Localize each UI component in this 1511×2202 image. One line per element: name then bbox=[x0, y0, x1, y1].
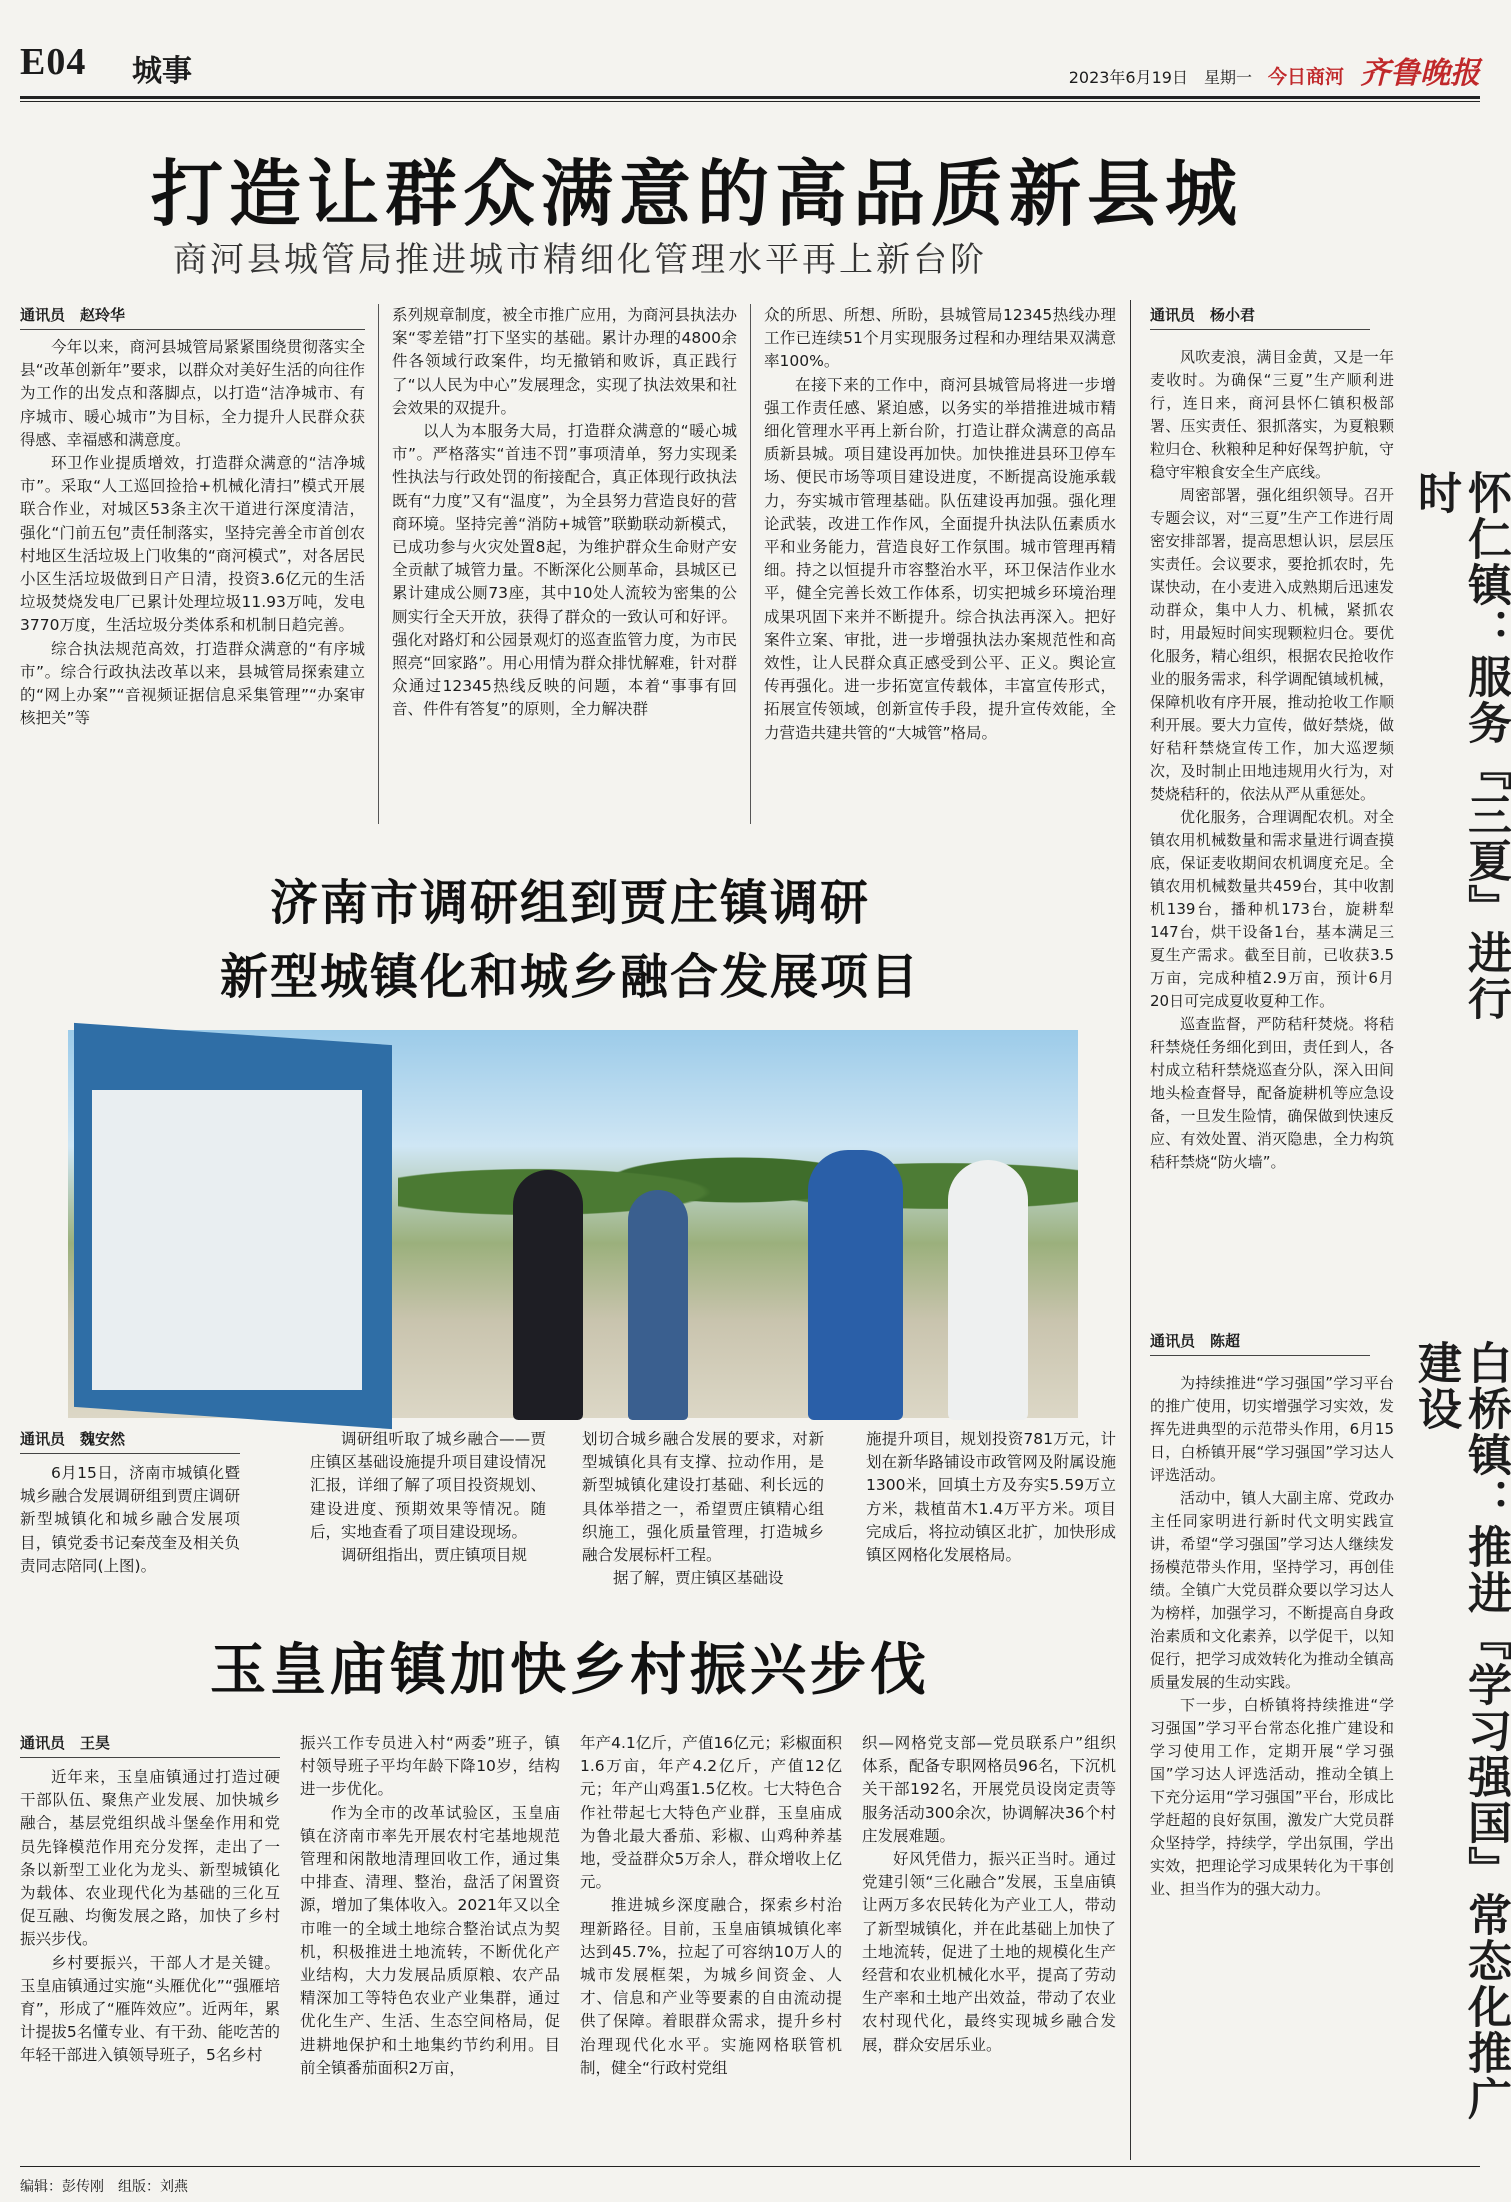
page-number: E04 bbox=[20, 41, 87, 83]
paragraph: 年产4.1亿斤，产值16亿元；彩椒面积1.6万亩，年产4.2亿斤，产值12亿元；年产山鸡蛋1.5亿枚。七大特色合作社带起七大特色产业群，玉皇庙成为鲁北最大番茄、彩椒、山鸡种养基地，受益群众5万余人，群众增收上亿元。 bbox=[580, 1734, 842, 1892]
paragraph: 作为全市的改革试验区，玉皇庙镇在济南市率先开展农村宅基地规范管理和闲散地清理回收工作，通过集中排查、清理、整治，盘活了闲置资源，增加了集体收入。2021年又以全市唯一的全域土地综合整治试点为契机，积极推进土地流转，不断优化产业结构，大力发展品质原粮、农产品精深加工等特色农业产业集群，通过优化生产、生活、生态空间格局，促进耕地保护和土地集约节约利用。目前全镇番茄面积2万亩， bbox=[300, 1803, 560, 2077]
newspaper-logo: 齐鲁晚报 bbox=[1360, 56, 1480, 91]
paragraph: 划切合城乡融合发展的要求，对新型城镇化具有支撑、拉动作用，是新型城镇化建设打基础、利长远的具体举措之一，希望贾庄镇精心组织施工，强化质量管理，打造城乡融合发展标杆工程。 bbox=[582, 1430, 824, 1565]
paragraph: 为持续推进“学习强国”学习平台的推广使用，切实增强学习实效，发挥先进典型的示范带头作用，6月15日，白桥镇开展“学习强国”学习达人评选活动。 bbox=[1150, 1374, 1394, 1484]
column-name: 今日商河 bbox=[1267, 66, 1344, 88]
paragraph: 调研组听取了城乡融合——贾庄镇区基础设施提升项目建设情况汇报，详细了解了项目投资规划、建设进度、预期效果等情况。随后，实地查看了项目建设现场。 bbox=[310, 1430, 546, 1541]
sidebar1-text bbox=[1150, 346, 1394, 1296]
column-divider bbox=[750, 304, 751, 824]
paragraph: 活动中，镇人大副主席、党政办主任同家明进行新时代文明实践宣讲，希望“学习强国”学习达人继续发扬模范带头作用，坚持学习，再创佳绩。全镇广大党员群众要以学习达人为榜样，加强学习，不断提高自身政治素质和文化素养，以学促干，以知促行，把学习成效转化为推动全镇高质量发展的生动实践。 bbox=[1150, 1489, 1394, 1691]
article1-column-3 bbox=[764, 304, 1116, 822]
paragraph: 优化服务，合理调配农机。对全镇农用机械数量和需求量进行调查摸底，保证麦收期间农机调度充足。全镇农用机械数量共459台，其中收割机139台，播种机173台，旋耕犁147台，烘干设备1台，基本满足三夏生产需求。截至目前，已收获3.5万亩，完成种植2.9万亩，预计6月20日可完成夏收夏种工作。 bbox=[1150, 808, 1394, 1010]
article1-subtitle: 商河县城管局推进城市精细化管理水平再上新台阶 bbox=[173, 240, 987, 280]
sidebar2-byline: 通讯员 陈超 bbox=[1150, 1330, 1370, 1356]
article1-byline: 通讯员 赵玲华 bbox=[20, 304, 365, 330]
paragraph: 调研组指出，贾庄镇项目规 bbox=[341, 1546, 528, 1565]
paragraph: 振兴工作专员进入村“两委”班子，镇村领导班子平均年龄下降10岁，结构进一步优化。 bbox=[300, 1734, 560, 1799]
sidebar-divider bbox=[1130, 300, 1131, 2160]
article2-column-4 bbox=[866, 1428, 1116, 1602]
paragraph: 巡查监督，严防秸秆焚烧。将秸秆禁烧任务细化到田，责任到人，各村成立秸秆禁烧巡查分队，深入田间地头检查督导，配备旋耕机等应急设备，一旦发生险情，确保做到快速反应、有效处置、消灭隐患，全力构筑秸秆禁烧“防火墙”。 bbox=[1150, 1015, 1394, 1171]
article3-column-2 bbox=[300, 1732, 560, 2158]
editor-credit: 编辑：彭传刚 组版：刘燕 bbox=[20, 2179, 188, 2195]
photo-person bbox=[628, 1190, 688, 1420]
footer-divider bbox=[20, 2166, 1480, 2167]
paragraph: 织—网格党支部—党员联系户”组织体系，配备专职网格员96名，下沉机关干部192名，开展党员设岗定责等服务活动300余次，协调解决36个村庄发展难题。 bbox=[862, 1734, 1116, 1845]
paragraph: 周密部署，强化组织领导。召开专题会议，对“三夏”生产工作进行周密安排部署，提高思想认识，层层压实责任。会议要求，要抢抓农时，先谋快动，在小麦进入成熟期后迅速发动群众，集中人力、机械，紧抓农时，用最短时间实现颗粒归仓。要优化服务，精心组织，根据农民抢收作业的服务需求，科学调配镇域机械，保障机收有序开展，推动抢收工作顺利开展。要大力宣传，做好禁烧，做好秸秆禁烧宣传工作，加大巡逻频次，及时制止田地违规用火行为，对焚烧秸秆的，依法从严从重惩处。 bbox=[1150, 486, 1394, 803]
paragraph: 今年以来，商河县城管局紧紧围绕贯彻落实全县“改革创新年”要求，以群众对美好生活的向往作为工作的出发点和落脚点，以打造“洁净城市、有序城市、暖心城市”为目标，全力提升人民群众获得感、幸福感和满意度。 bbox=[20, 338, 365, 449]
section-name: 城事 bbox=[132, 54, 192, 89]
paragraph: 风吹麦浪，满目金黄，又是一年麦收时。为确保“三夏”生产顺利进行，连日来，商河县怀仁镇积极部署、压实责任、狠抓落实，为夏粮颗粒归仓、秋粮种足种好保驾护航，守稳守牢粮食安全生产底线。 bbox=[1150, 348, 1394, 481]
article2-column-2 bbox=[310, 1428, 546, 1602]
article3-column-1 bbox=[20, 1766, 280, 2158]
paragraph: 推进城乡深度融合，探索乡村治理新路径。目前，玉皇庙镇城镇化率达到45.7%，拉起了可容纳10万人的城市发展框架，为城乡间资金、人才、信息和产业等要素的自由流动提供了保障。着眼群众需求，提升乡村治理现代化水平。实施网格联管机制，健全“行政村党组 bbox=[580, 1896, 842, 2077]
article2-column-3 bbox=[582, 1428, 824, 1602]
article1-column-1 bbox=[20, 336, 365, 822]
photo-person bbox=[513, 1170, 583, 1420]
sidebar2-title: 白桥镇：推进『学习强国』常态化推广建设 bbox=[1410, 1340, 1511, 2122]
sidebar1-title: 怀仁镇：服务『三夏』进行时 bbox=[1410, 470, 1511, 1022]
column-divider bbox=[378, 304, 379, 824]
paragraph: 下一步，白桥镇将持续推进“学习强国”学习平台常态化推广建设和学习使用工作，定期开展“学习强国”学习达人评选活动，推动全镇上下充分运用“学习强国”平台，形成比学赶超的良好氛围，激发广大党员群众坚持学，持续学，学出氛围，学出实效，把理论学习成果转化为干事创业、担当作为的强大动力。 bbox=[1150, 1696, 1394, 1898]
photo-person bbox=[948, 1160, 1028, 1420]
paragraph: 众的所思、所想、所盼，县城管局12345热线办理工作已连续51个月实现服务过程和办理结果双满意率100%。 bbox=[764, 306, 1116, 371]
paragraph: 在接下来的工作中，商河县城管局将进一步增强工作责任感、紧迫感，以务实的举措推进城市精细化管理水平再上新台阶，打造让群众满意的高品质新县城。项目建设再加快。加快推进县环卫停车场、便民市场等项目建设进度，不断提高设施承载力，夯实城市管理基础。队伍建设再加强。强化理论武装，改进工作作风，全面提升执法队伍素质水平和业务能力，营造良好工作氛围。城市管理再精细。持之以恒提升市容整治水平，环卫保洁作业水平，健全完善长效工作体系，切实把城乡环境治理成果巩固下来并不断提升。综合执法再深入。把好案件立案、审批，进一步增强执法办案规范性和高效性，让人民群众真正感受到公平、正义。舆论宣传再强化。进一步拓宽宣传载体，丰富宣传形式，拓展宣传领域，创新宣传手段，提升宣传效能，全力营造共建共管的“大城管”格局。 bbox=[764, 375, 1116, 742]
paragraph: 据了解，贾庄镇区基础设 bbox=[613, 1569, 784, 1588]
paragraph: 系列规章制度，被全市推广应用，为商河县执法办案“零差错”打下坚实的基础。累计办理的4800余件各领域行政案件，均无撤销和败诉，真正践行了“以人民为中心”发展理念，实现了执法效果和社会效果的双提升。 bbox=[392, 306, 737, 417]
article1-column-2 bbox=[392, 304, 737, 822]
photo-person bbox=[808, 1150, 903, 1420]
header-divider bbox=[20, 96, 1480, 99]
photo-board-panel bbox=[92, 1090, 362, 1390]
paragraph: 施提升项目，规划投资781万元，计划在新华路铺设市政管网及附属设施1300米，回填土方及夯实5.59万立方米，栽植苗木1.4万平方米。项目完成后，将拉动镇区北扩，加快形成镇区网格化发展格局。 bbox=[866, 1430, 1116, 1565]
paragraph: 近年来，玉皇庙镇通过打造过硬干部队伍、聚焦产业发展、加快城乡融合，基层党组织战斗堡垒作用和党员先锋模范作用充分发挥，走出了一条以新型工业化为龙头、新型城镇化为载体、农业现代化为基础的三化互促互融、均衡发展之路，加快了乡村振兴步伐。 bbox=[20, 1768, 280, 1949]
issue-date: 2023年6月19日 bbox=[1068, 68, 1188, 87]
article1-title: 打造让群众满意的高品质新县城 bbox=[150, 151, 1243, 236]
header-divider-thin bbox=[20, 101, 1480, 102]
article2-byline: 通讯员 魏安然 bbox=[20, 1428, 240, 1454]
article3-column-3 bbox=[580, 1732, 842, 2158]
article2-column-1 bbox=[20, 1462, 240, 1602]
issue-weekday: 星期一 bbox=[1203, 68, 1252, 87]
paragraph: 乡村要振兴，干部人才是关键。玉皇庙镇通过实施“头雁优化”“强雁培育”，形成了“雁阵效应”。近两年，累计提拔5名懂专业、有干劲、能吃苦的年轻干部进入镇领导班子，5名乡村 bbox=[20, 1953, 280, 2065]
paragraph: 好风凭借力，振兴正当时。通过党建引领“三化融合”发展，玉皇庙镇让两万多农民转化为产业工人，带动了新型城镇化，并在此基础上加快了土地流转，促进了土地的规模化生产经营和农业机械化水平，提高了劳动生产率和土地产出效益，带动了农业农村现代化，最终实现城乡融合发展，群众安居乐业。 bbox=[862, 1850, 1116, 2054]
sidebar1-byline: 通讯员 杨小君 bbox=[1150, 304, 1370, 330]
paragraph: 环卫作业提质增效，打造群众满意的“洁净城市”。采取“人工巡回捡拾+机械化清扫”模式开展联合作业，对城区53条主次干道进行深度清洁，强化“门前五包”责任制落实，坚持完善全市首创农村地区生活垃圾上门收集的“商河模式”，对各居民小区生活垃圾做到日产日清，投资3.6亿元的生活垃圾焚烧发电厂已累计处理垃圾11.93万吨，发电3770万度，生活垃圾分类体系和机制日趋完善。 bbox=[20, 454, 365, 635]
paragraph: 6月15日，济南市城镇化暨城乡融合发展调研组到贾庄调研新型城镇化和城乡融合发展项目，镇党委书记秦茂奎及相关负责同志陪同(上图)。 bbox=[20, 1464, 240, 1575]
article2-title-line2: 新型城镇化和城乡融合发展项目 bbox=[219, 949, 920, 1005]
masthead bbox=[20, 40, 1480, 90]
article2-title-line1: 济南市调研组到贾庄镇调研 bbox=[269, 875, 870, 931]
sidebar2-text bbox=[1150, 1372, 1394, 2158]
masthead-info bbox=[1069, 48, 1480, 92]
paragraph: 综合执法规范高效，打造群众满意的“有序城市”。综合行政执法改革以来，县城管局探索建立的“网上办案”“音视频证据信息采集管理”“办案审核把关”等 bbox=[20, 639, 365, 728]
article3-byline: 通讯员 王昊 bbox=[20, 1732, 280, 1758]
article3-column-4 bbox=[862, 1732, 1116, 2158]
paragraph: 以人为本服务大局，打造群众满意的“暖心城市”。严格落实“首违不罚”事项清单，努力实现柔性执法与行政处罚的衔接配合，真正体现行政执法既有“力度”又有“温度”，为全县努力营造良好的营商环境。坚持完善“消防+城管”联勤联动新模式，已成功参与火灾处置8起，为维护群众生命财产安全贡献了城管力量。不断深化公厕革命，县城区已累计建成公厕73座，其中10处人流较为密集的公厕实行全天开放，获得了群众的一致认可和好评。强化对路灯和公园景观灯的巡查监管力度，为市民照亮“回家路”。用心用情为群众排忧解难，针对群众通过12345热线反映的问题，本着“事事有回音、件件有答复”的原则，全力解决群 bbox=[392, 422, 737, 719]
article3-title: 玉皇庙镇加快乡村振兴步伐 bbox=[210, 1637, 930, 1703]
article2-photo bbox=[68, 1030, 1078, 1418]
